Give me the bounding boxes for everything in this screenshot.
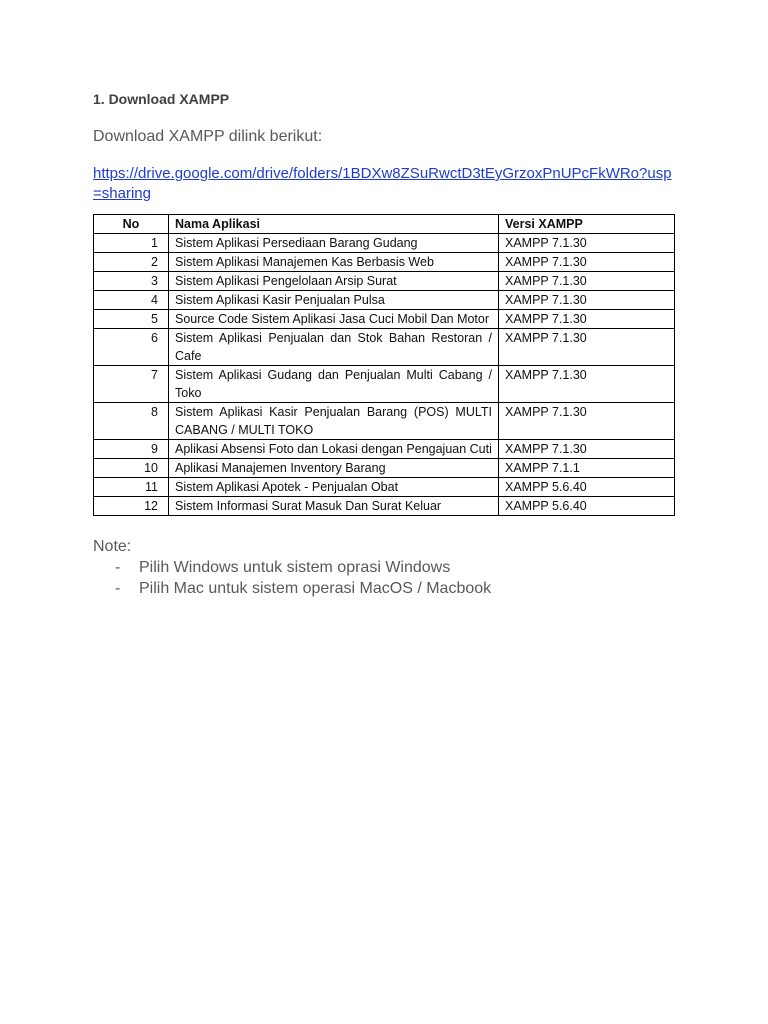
- note-list: [93, 557, 675, 599]
- row-number: 2: [94, 253, 169, 272]
- table-row: [94, 459, 675, 478]
- table-row: [94, 366, 675, 403]
- table-header-row: [94, 215, 675, 234]
- note-label: Note:: [93, 538, 132, 555]
- download-link[interactable]: https://drive.google.com/drive/folders/1BDXw8ZSuRwctD3tEyGrzoxPnUPcFkWRo?usp=sharing: [93, 165, 672, 202]
- app-name-cell: Sistem Informasi Surat Masuk Dan Surat Keluar: [169, 497, 499, 516]
- xampp-version-cell: XAMPP 7.1.30: [499, 403, 675, 440]
- xampp-version-cell: XAMPP 7.1.30: [499, 329, 675, 366]
- row-number: 1: [94, 234, 169, 253]
- intro-text: Download XAMPP dilink berikut:: [93, 128, 323, 145]
- list-item: [93, 557, 675, 578]
- table-row: [94, 291, 675, 310]
- app-name-cell: Sistem Aplikasi Apotek - Penjualan Obat: [169, 478, 499, 497]
- header-xampp-version: Versi XAMPP: [499, 215, 675, 234]
- xampp-version-cell: XAMPP 7.1.30: [499, 440, 675, 459]
- table-row: [94, 253, 675, 272]
- row-number: 10: [94, 459, 169, 478]
- table-row: [94, 310, 675, 329]
- xampp-version-cell: XAMPP 5.6.40: [499, 497, 675, 516]
- xampp-version-cell: XAMPP 5.6.40: [499, 478, 675, 497]
- table-row: [94, 478, 675, 497]
- document-page: [93, 88, 675, 599]
- table-row: [94, 403, 675, 440]
- list-item: [93, 578, 675, 599]
- app-name-cell: Sistem Aplikasi Penjualan dan Stok Bahan Restoran / Cafe: [169, 329, 499, 366]
- note-item-text: Pilih Mac untuk sistem operasi MacOS / Macbook: [139, 580, 492, 597]
- table-row: [94, 234, 675, 253]
- row-number: 3: [94, 272, 169, 291]
- app-name-cell: Sistem Aplikasi Pengelolaan Arsip Surat: [169, 272, 499, 291]
- xampp-version-cell: XAMPP 7.1.30: [499, 272, 675, 291]
- row-number: 4: [94, 291, 169, 310]
- bullet-dash: -: [115, 580, 121, 597]
- row-number: 7: [94, 366, 169, 403]
- app-name-cell: Sistem Aplikasi Kasir Penjualan Barang (POS) MULTI CABANG / MULTI TOKO: [169, 403, 499, 440]
- row-number: 6: [94, 329, 169, 366]
- row-number: 5: [94, 310, 169, 329]
- bullet-dash: -: [115, 559, 121, 576]
- table-row: [94, 497, 675, 516]
- xampp-version-cell: XAMPP 7.1.30: [499, 310, 675, 329]
- xampp-version-cell: XAMPP 7.1.30: [499, 234, 675, 253]
- section-heading: 1. Download XAMPP: [93, 91, 230, 107]
- row-number: 11: [94, 478, 169, 497]
- app-name-cell: Source Code Sistem Aplikasi Jasa Cuci Mobil Dan Motor: [169, 310, 499, 329]
- table-row: [94, 272, 675, 291]
- xampp-version-cell: XAMPP 7.1.30: [499, 253, 675, 272]
- app-name-cell: Aplikasi Manajemen Inventory Barang: [169, 459, 499, 478]
- xampp-version-cell: XAMPP 7.1.30: [499, 291, 675, 310]
- note-item-text: Pilih Windows untuk sistem oprasi Windows: [139, 559, 451, 576]
- row-number: 12: [94, 497, 169, 516]
- header-no: No: [94, 215, 169, 234]
- xampp-version-cell: XAMPP 7.1.1: [499, 459, 675, 478]
- app-name-cell: Sistem Aplikasi Persediaan Barang Gudang: [169, 234, 499, 253]
- row-number: 9: [94, 440, 169, 459]
- app-name-cell: Sistem Aplikasi Gudang dan Penjualan Multi Cabang / Toko: [169, 366, 499, 403]
- row-number: 8: [94, 403, 169, 440]
- app-name-cell: Sistem Aplikasi Manajemen Kas Berbasis Web: [169, 253, 499, 272]
- header-app-name: Nama Aplikasi: [169, 215, 499, 234]
- xampp-version-cell: XAMPP 7.1.30: [499, 366, 675, 403]
- app-name-cell: Sistem Aplikasi Kasir Penjualan Pulsa: [169, 291, 499, 310]
- applications-table: [93, 214, 675, 516]
- table-row: [94, 440, 675, 459]
- table-row: [94, 329, 675, 366]
- app-name-cell: Aplikasi Absensi Foto dan Lokasi dengan Pengajuan Cuti: [169, 440, 499, 459]
